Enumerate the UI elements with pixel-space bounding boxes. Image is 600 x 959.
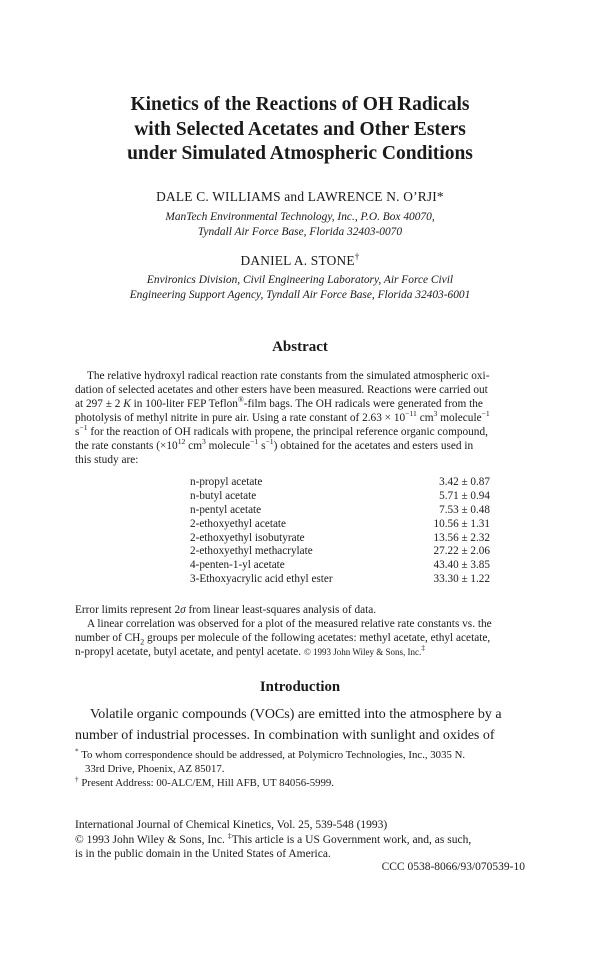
abstract-heading: Abstract bbox=[272, 339, 328, 355]
journal-public-domain: is in the public domain in the United States of America. bbox=[75, 848, 331, 860]
table-row bbox=[190, 559, 490, 573]
abstract-line: dation of selected acetates and other esters have been measured. Reactions were carried out bbox=[75, 384, 488, 396]
author-affiliation bbox=[0, 210, 600, 240]
text-run: molecule bbox=[205, 440, 251, 452]
exponent: 3 bbox=[433, 409, 438, 419]
footnote-text: To whom correspondence should be addressed, at Polymicro Technologies, Inc., 3035 N. bbox=[81, 749, 466, 761]
rate-value: 3.42 ± 0.87 bbox=[439, 476, 490, 488]
asterisk-mark: * bbox=[75, 746, 79, 756]
rate-value: 10.56 ± 1.31 bbox=[433, 517, 490, 530]
compound-name: 4-penten-1-yl acetate bbox=[190, 559, 285, 572]
ccc-code: CCC 0538-8066/93/070539-10 bbox=[381, 861, 525, 873]
text-run: s bbox=[75, 426, 80, 438]
text-run: cm bbox=[416, 412, 434, 424]
abstract-line: The relative hydroxyl radical reaction rate constants from the simulated atmospheric oxi- bbox=[87, 370, 490, 382]
author-names: DALE C. WILLIAMS and LAWRENCE N. O’RJI* bbox=[156, 189, 444, 204]
rate-value: 27.22 ± 2.06 bbox=[433, 545, 490, 558]
subscript: 2 bbox=[140, 637, 145, 647]
compound-name: 3-Ethoxyacrylic acid ethyl ester bbox=[190, 573, 333, 586]
title-line: under Simulated Atmospheric Conditions bbox=[127, 143, 473, 164]
compound-name: n-pentyl acetate bbox=[190, 503, 262, 516]
exponent: −1 bbox=[265, 437, 274, 447]
text-run: the rate constants (×10 bbox=[75, 440, 178, 452]
text-run: Error limits represent 2 bbox=[75, 604, 181, 616]
footnote-dagger bbox=[75, 776, 535, 790]
second-author-affiliation bbox=[0, 273, 600, 303]
title-line: Kinetics of the Reactions of OH Radicals bbox=[130, 94, 470, 115]
text-run: -film bags. The OH radicals were generated from the bbox=[243, 398, 483, 410]
table-row bbox=[190, 476, 490, 490]
rate-value: 43.40 ± 3.85 bbox=[433, 559, 490, 572]
footnotes bbox=[75, 748, 535, 790]
title-line: with Selected Acetates and Other Esters bbox=[134, 118, 466, 140]
dagger-mark: † bbox=[75, 774, 79, 784]
compound-name: 2-ethoxyethyl acetate bbox=[190, 517, 286, 530]
compound-name: 2-ethoxyethyl isobutyrate bbox=[190, 531, 305, 544]
second-author bbox=[0, 253, 600, 269]
text-run: groups per molecule of the following acetates: methyl acetate, ethyl acetate, bbox=[144, 632, 491, 644]
exponent: −1 bbox=[481, 409, 490, 419]
footnote-text: Present Address: 00-ALC/EM, Hill AFB, UT 84056-5999. bbox=[81, 777, 335, 789]
paper-title bbox=[60, 93, 540, 167]
text-run: n-propyl acetate, butyl acetate, and pentyl acetate. bbox=[75, 646, 302, 658]
text-run: © 1993 John Wiley & Sons, Inc. bbox=[75, 833, 228, 846]
introduction-heading: Introduction bbox=[259, 679, 341, 695]
exponent: −1 bbox=[79, 423, 88, 433]
journal-copyright bbox=[75, 830, 535, 848]
rate-value: 5.71 ± 0.94 bbox=[439, 489, 490, 502]
text-run: This article is a US Government work, and, as such, bbox=[231, 833, 472, 846]
abstract-line bbox=[75, 425, 535, 439]
rate-value: 13.56 ± 2.32 bbox=[433, 531, 490, 544]
abstract-line bbox=[75, 397, 535, 411]
text-run: ) obtained for the acetates and esters used in bbox=[273, 440, 474, 452]
exponent: −1 bbox=[250, 437, 259, 447]
registered-mark: ® bbox=[237, 395, 244, 405]
compound-name: 2-ethoxyethyl methacrylate bbox=[190, 545, 313, 558]
affiliation-line: Environics Division, Civil Engineering Laboratory, Air Force Civil bbox=[146, 274, 454, 286]
table-row bbox=[190, 518, 490, 532]
correlation-line: A linear correlation was observed for a plot of the measured relative rate constants vs. the bbox=[87, 618, 492, 630]
text-run: from linear least-squares analysis of data. bbox=[185, 604, 377, 616]
table-row bbox=[190, 504, 490, 518]
exponent: 3 bbox=[202, 437, 206, 447]
abstract-body bbox=[75, 369, 535, 467]
exponent: 12 bbox=[177, 437, 186, 447]
sigma-symbol: σ bbox=[180, 604, 186, 616]
abstract-line bbox=[75, 439, 535, 453]
text-run: in 100-liter FEP Teflon bbox=[130, 398, 238, 410]
text-run: number of CH bbox=[75, 632, 141, 644]
text-run: for the reaction of OH radicals with propene, the principal reference organic compound, bbox=[87, 426, 488, 438]
introduction-line: Volatile organic compounds (VOCs) are emitted into the atmosphere by a bbox=[90, 707, 502, 722]
error-limits-line bbox=[75, 603, 535, 617]
abstract-line: this study are: bbox=[75, 454, 139, 466]
compound-name: n-butyl acetate bbox=[190, 489, 257, 502]
rate-value: 7.53 ± 0.48 bbox=[439, 503, 490, 516]
introduction-body bbox=[75, 704, 540, 746]
affiliation-line: Engineering Support Agency, Tyndall Air Force Base, Florida 32403-6001 bbox=[129, 289, 471, 301]
exponent: −11 bbox=[405, 409, 417, 419]
journal-citation: International Journal of Chemical Kinetics, Vol. 25, 539-548 (1993) bbox=[75, 819, 388, 831]
affiliation-line: ManTech Environmental Technology, Inc., P.O. Box 40070, bbox=[165, 211, 435, 223]
double-dagger-mark: ‡ bbox=[421, 643, 426, 653]
dagger-mark: † bbox=[354, 251, 360, 262]
text-run: molecule bbox=[437, 412, 482, 424]
abstract-notes bbox=[75, 603, 535, 659]
table-row bbox=[190, 573, 490, 587]
text-run: cm bbox=[185, 440, 202, 452]
table-row bbox=[190, 545, 490, 559]
second-author-name: DANIEL A. STONE bbox=[240, 253, 355, 268]
rate-constant-table bbox=[190, 476, 490, 587]
correlation-line bbox=[75, 631, 535, 645]
text-run: s bbox=[258, 440, 266, 452]
table-row bbox=[190, 490, 490, 504]
journal-info bbox=[75, 818, 535, 862]
table-row bbox=[190, 532, 490, 546]
footnote-star bbox=[75, 748, 535, 762]
correlation-line bbox=[75, 645, 535, 659]
text-run: at 297 ± 2 bbox=[75, 398, 124, 410]
introduction-line: number of industrial processes. In combination with sunlight and oxides of bbox=[75, 728, 495, 743]
footnote-continuation: 33rd Drive, Phoenix, AZ 85017. bbox=[85, 763, 225, 775]
double-dagger-mark: ‡ bbox=[227, 830, 232, 840]
text-run: photolysis of methyl nitrite in pure air. Using a rate constant of 2.63 × 10 bbox=[75, 412, 406, 424]
rate-value: 33.30 ± 1.22 bbox=[433, 573, 490, 586]
abstract-copyright: © 1993 John Wiley & Sons, Inc. bbox=[303, 647, 422, 657]
affiliation-line: Tyndall Air Force Base, Florida 32403-0070 bbox=[197, 226, 403, 238]
compound-name: n-propyl acetate bbox=[190, 476, 263, 488]
kelvin-symbol: K bbox=[123, 398, 131, 410]
abstract-line bbox=[75, 411, 535, 425]
